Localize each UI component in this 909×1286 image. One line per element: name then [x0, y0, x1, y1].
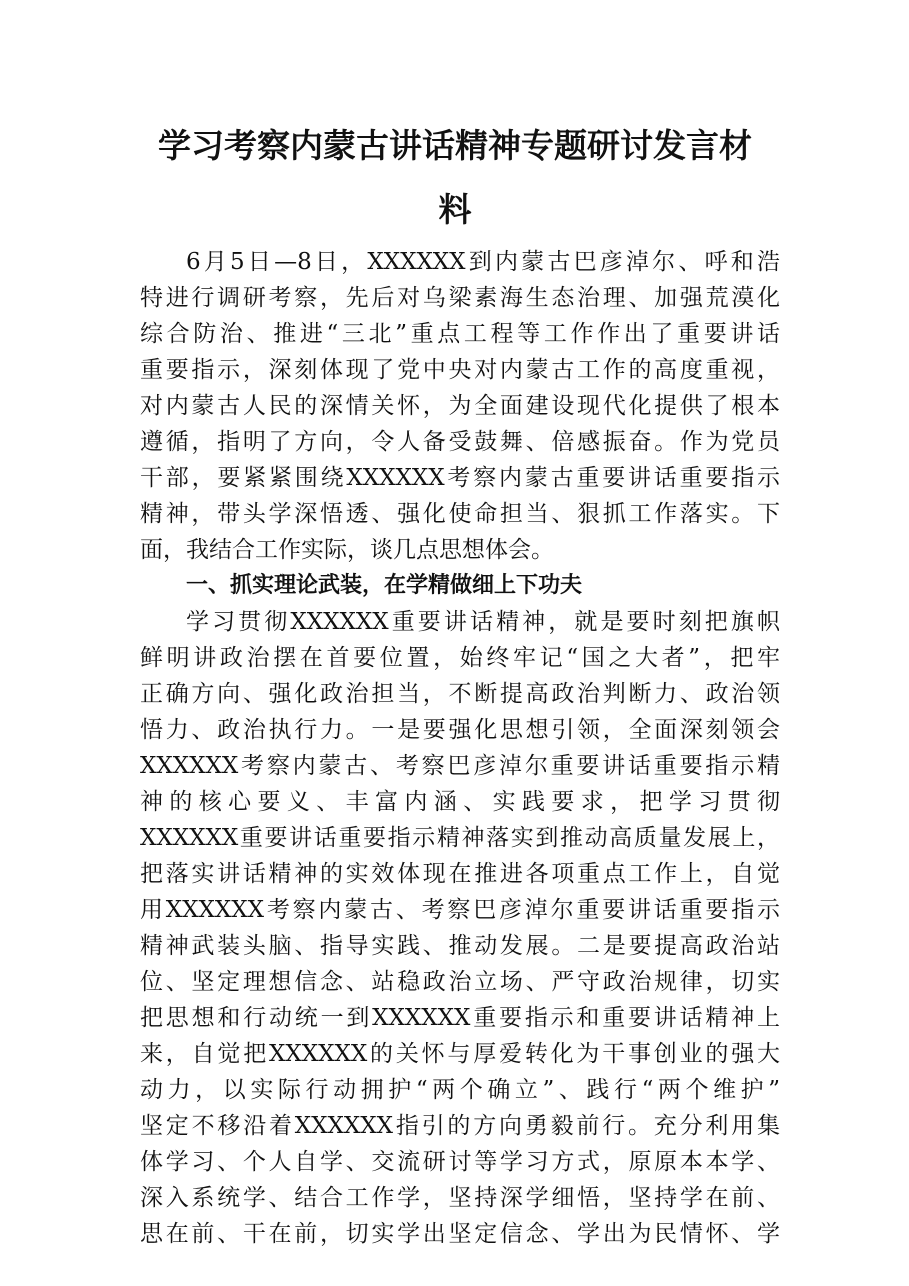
document-title-line-2: 料 — [438, 190, 472, 229]
body-line: 坚定不移沿着XXXXXX指引的方向勇毅前行。充分利用集 — [140, 1113, 780, 1139]
body-line: 动力，以实际行动拥护“两个确立”、践行“两个维护” — [140, 1077, 780, 1103]
body-line: 用XXXXXX考察内蒙古、考察巴彦淖尔重要讲话重要指示 — [140, 897, 780, 923]
body-line: 特进行调研考察，先后对乌梁素海生态治理、加强荒漠化 — [140, 285, 780, 311]
body-line: XXXXXX重要讲话重要指示精神落实到推动高质量发展上， — [140, 825, 780, 851]
document-title-line-1: 学习考察内蒙古讲话精神专题研讨发言材 — [158, 126, 752, 165]
body-line: XXXXXX考察内蒙古、考察巴彦淖尔重要讲话重要指示精 — [140, 753, 780, 779]
body-line: 精神，带头学深悟透、强化使命担当、狠抓工作落实。下 — [140, 501, 780, 527]
body-line: 鲜明讲政治摆在首要位置，始终牢记“国之大者”，把牢 — [140, 645, 780, 671]
body-line: 思在前、干在前，切实学出坚定信念、学出为民情怀、学 — [140, 1221, 780, 1247]
body-line: 面，我结合工作实际，谈几点思想体会。 — [140, 537, 554, 563]
body-line: 干部，要紧紧围绕XXXXXX考察内蒙古重要讲话重要指示 — [140, 465, 780, 491]
body-line: 来，自觉把XXXXXX的关怀与厚爱转化为干事创业的强大 — [140, 1041, 780, 1067]
body-line: 把思想和行动统一到XXXXXX重要指示和重要讲话精神上 — [140, 1005, 780, 1031]
body-line: 正确方向、强化政治担当，不断提高政治判断力、政治领 — [140, 681, 780, 707]
body-line: 位、坚定理想信念、站稳政治立场、严守政治规律，切实 — [140, 969, 780, 995]
body-line: 深入系统学、结合工作学，坚持深学细悟，坚持学在前、 — [140, 1185, 780, 1211]
body-line: 综合防治、推进“三北”重点工程等工作作出了重要讲话 — [140, 321, 780, 347]
body-line: 精神武装头脑、指导实践、推动发展。二是要提高政治站 — [140, 933, 780, 959]
body-line: 神的核心要义、丰富内涵、实践要求，把学习贯彻 — [140, 789, 780, 815]
body-line: 重要指示，深刻体现了党中央对内蒙古工作的高度重视， — [140, 357, 780, 383]
body-line: 把落实讲话精神的实效体现在推进各项重点工作上，自觉 — [140, 861, 780, 887]
body-line: 体学习、个人自学、交流研讨等学习方式，原原本本学、 — [140, 1149, 780, 1175]
body-line: 对内蒙古人民的深情关怀，为全面建设现代化提供了根本 — [140, 393, 780, 419]
section-heading: 一、抓实理论武装，在学精做细上下功夫 — [186, 573, 583, 598]
body-line: 悟力、政治执行力。一是要强化思想引领，全面深刻领会 — [140, 717, 780, 743]
body-line: 遵循，指明了方向，令人备受鼓舞、倍感振奋。作为党员 — [140, 429, 780, 455]
body-line: 学习贯彻XXXXXX重要讲话精神，就是要时刻把旗帜 — [186, 609, 780, 635]
body-line: 6月5日—8日，XXXXXX到内蒙古巴彦淖尔、呼和浩 — [186, 249, 780, 275]
